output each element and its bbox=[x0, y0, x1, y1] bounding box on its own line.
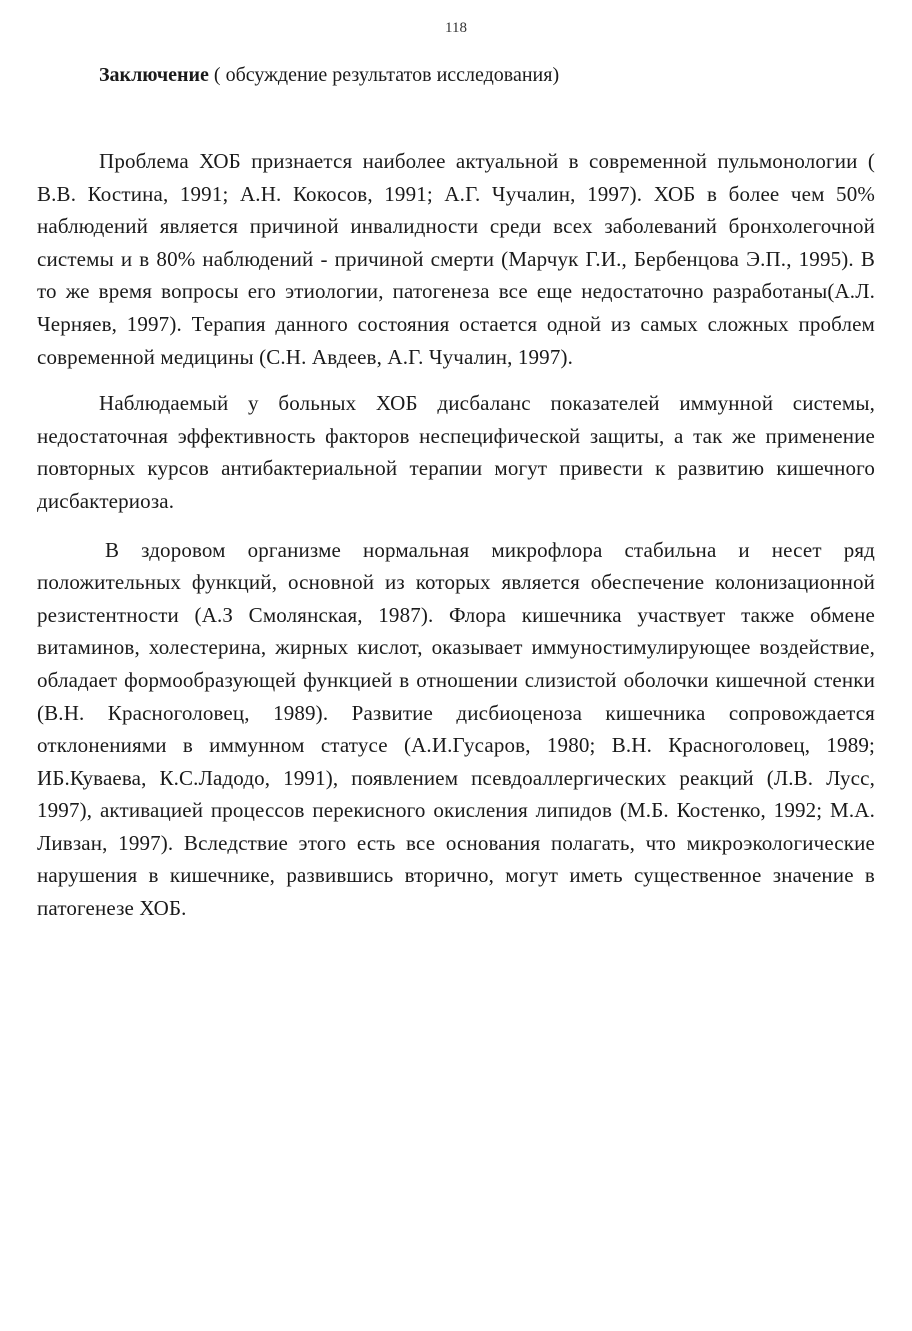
paragraph: Наблюдаемый у больных ХОБ дисбаланс показателей иммунной системы, недостаточная эффективность факторов неспецифической защиты, а так же применение повторных курсов антибактериальной терапии могут привести к развитию кишечного дисбактериоза. bbox=[37, 391, 875, 513]
heading-subtitle: ( обсуждение результатов исследования) bbox=[208, 64, 560, 86]
section-heading bbox=[99, 62, 559, 88]
paragraph: Проблема ХОБ признается наиболее актуальной в современной пульмонологии ( В.В. Костина, 1991; А.Н. Кокосов, 1991; А.Г. Чучалин, 1997). ХОБ в более чем 50% наблюдений является причиной инвалидности среди всех заболеваний бронхолегочной системы и в 80% наблюдений - причиной смерти (Марчук Г.И., Бербенцова Э.П., 1995). В то же время вопросы его этиологии, патогенеза все еще недостаточно разработаны(А.Л. Черняев, 1997). Терапия данного состояния остается одной из самых сложных проблем современной медицины (С.Н. Авдеев, А.Г. Чучалин, 1997). bbox=[37, 149, 875, 369]
heading-title: Заключение bbox=[99, 64, 209, 86]
page-number: 118 bbox=[445, 20, 467, 36]
body-text bbox=[37, 145, 875, 941]
paragraph: В здоровом организме нормальная микрофлора стабильна и несет ряд положительных функций, основной из которых является обеспечение колонизационной резистентности (А.З Смолянская, 1987). Флора кишечника участвует также обмене витаминов, холестерина, жирных кислот, оказывает иммуностимулирующее воздействие, обладает формообразующей функцией в отношении слизистой оболочки кишечной стенки (В.Н. Красноголовец, 1989). Развитие дисбиоценоза кишечника сопровождается отклонениями в иммунном статусе (А.И.Гусаров, 1980; В.Н. Красноголовец, 1989; ИБ.Куваева, К.С.Ладодо, 1991), появлением псевдоаллергических реакций (Л.В. Лусс, 1997), активацией процессов перекисного окисления липидов (М.Б. Костенко, 1992; М.А. Ливзан, 1997). Вследствие этого есть все основания полагать, что микроэкологические нарушения в кишечнике, развившись вторично, могут иметь существенное значение в патогенезе ХОБ. bbox=[37, 537, 875, 921]
